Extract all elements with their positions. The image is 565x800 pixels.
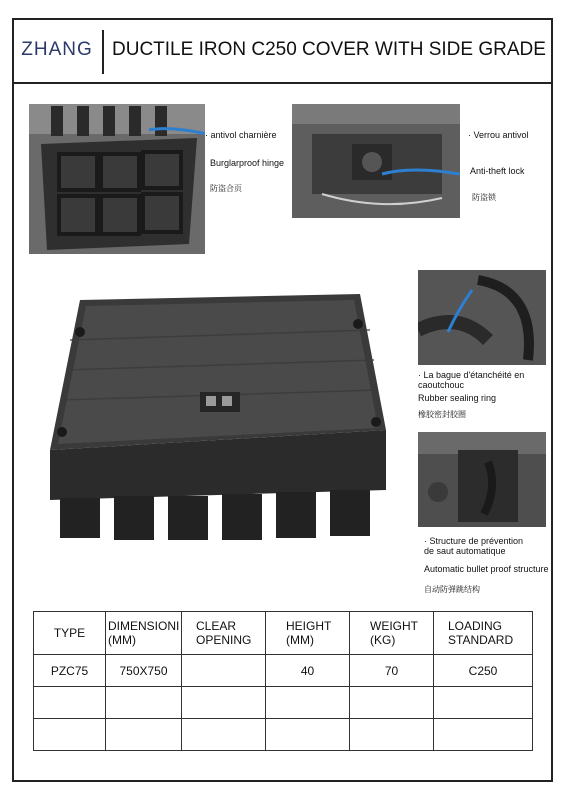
ring-caption-en: Rubber sealing ring xyxy=(418,393,497,403)
header-dimension: DIMENSIONI (MM) xyxy=(106,612,182,655)
hinge-caption-en: Burglarproof hinge xyxy=(210,158,285,168)
lock-caption-fr: · Verrou antivol xyxy=(468,130,529,140)
header-clear-opening: CLEAR OPENING xyxy=(182,612,266,655)
structure-caption-fr-2: de saut automatique xyxy=(424,546,506,556)
cell-weight: 70 xyxy=(350,655,434,687)
cell-type xyxy=(34,719,106,751)
cell-type: PZC75 xyxy=(34,655,106,687)
cell-type xyxy=(34,687,106,719)
lock-photo xyxy=(292,104,460,218)
table-row xyxy=(34,655,533,687)
cell-loading-standard: C250 xyxy=(434,655,533,687)
ring-caption-fr-2: caoutchouc xyxy=(418,380,465,390)
header-weight: WEIGHT (KG) xyxy=(350,612,434,655)
ring-caption-fr-1: · La bague d'étanchéité en xyxy=(418,370,525,380)
table-row xyxy=(34,687,533,719)
cell-dimension: 750X750 xyxy=(106,655,182,687)
hinge-caption-fr: · antivol charnière xyxy=(205,130,277,140)
lock-caption-en: Anti-theft lock xyxy=(470,166,525,176)
header xyxy=(12,18,553,84)
cell-weight xyxy=(350,687,434,719)
rubber-ring-photo xyxy=(418,270,546,365)
hinge-photo xyxy=(29,104,205,254)
header-loading-standard: LOADING STANDARD xyxy=(434,612,533,655)
structure-caption-en: Automatic bullet proof structure xyxy=(424,564,549,574)
cell-clear-opening xyxy=(182,655,266,687)
header-divider xyxy=(102,30,104,74)
table-row xyxy=(34,719,533,751)
cell-loading-standard xyxy=(434,719,533,751)
cell-dimension xyxy=(106,719,182,751)
ring-caption-zh: 橡胶密封胶圈 xyxy=(418,410,466,419)
cell-height: 40 xyxy=(266,655,350,687)
cell-height xyxy=(266,719,350,751)
cell-loading-standard xyxy=(434,687,533,719)
brand-logo: ZHANG xyxy=(21,39,93,60)
cell-clear-opening xyxy=(182,687,266,719)
spec-table xyxy=(33,611,533,751)
cell-weight xyxy=(350,719,434,751)
page-title: DUCTILE IRON C250 COVER WITH SIDE GRADE xyxy=(112,39,546,60)
hinge-caption-zh: 防盗合页 xyxy=(210,184,242,193)
lock-caption-zh: 防盗锁 xyxy=(472,193,496,202)
header-type: TYPE xyxy=(34,612,106,655)
structure-photo xyxy=(418,432,546,527)
table-header-row xyxy=(34,612,533,655)
header-height: HEIGHT (MM) xyxy=(266,612,350,655)
manhole-cover-photo xyxy=(40,280,410,550)
cell-height xyxy=(266,687,350,719)
cell-dimension xyxy=(106,687,182,719)
cell-clear-opening xyxy=(182,719,266,751)
structure-caption-fr-1: · Structure de prévention xyxy=(424,536,524,546)
structure-caption-zh: 自动防弹跳结构 xyxy=(424,585,480,594)
